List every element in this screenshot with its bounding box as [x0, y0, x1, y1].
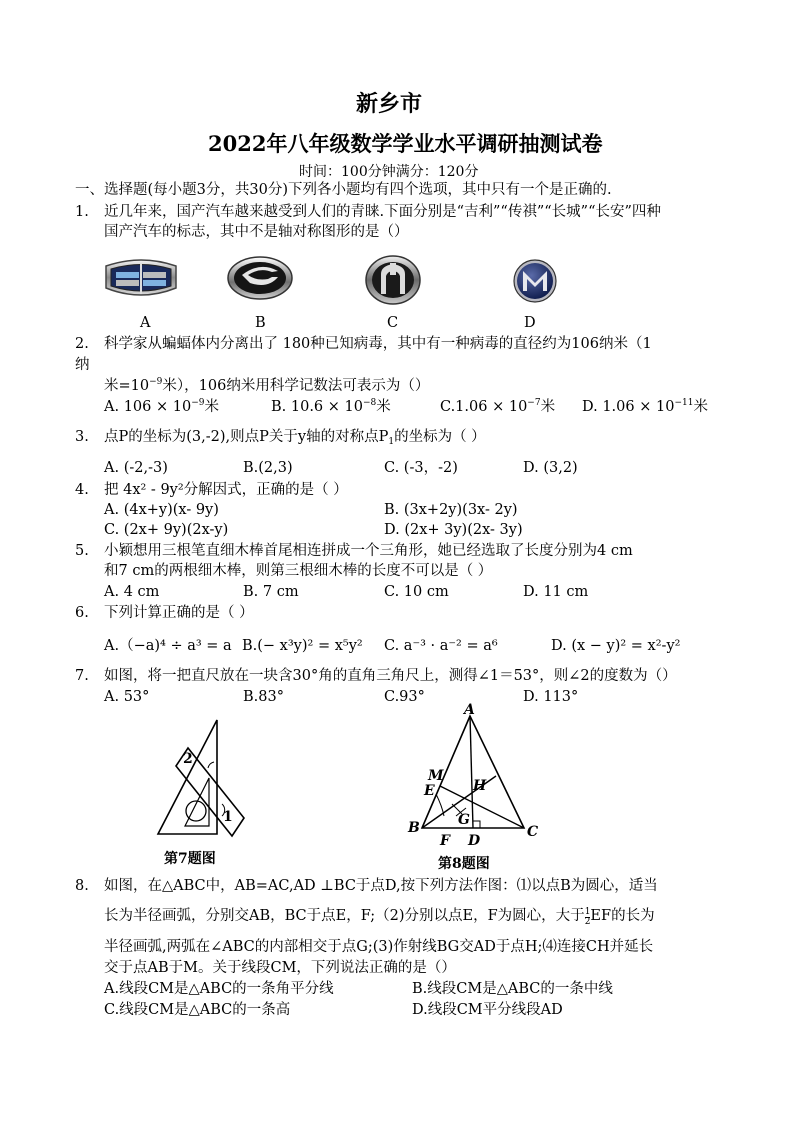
q8-option-a: A.线段CM是△ABC的一条角平分线	[104, 981, 334, 997]
question-number: 2.	[75, 336, 89, 352]
point-a-label: A	[464, 702, 475, 718]
q4-option-c: C. (2x+ 9y)(2x-y)	[104, 522, 229, 538]
question-number: 8.	[75, 878, 89, 894]
q3-stem: 点P的坐标为(3,-2),则点P关于y轴的对称点$P_1$的坐标为（ ）	[104, 429, 486, 447]
geely-logo-icon	[104, 256, 178, 304]
q4-stem: 把 4x² - 9y²分解因式，正确的是（ ）	[104, 482, 348, 498]
q7-option-c: C.93°	[384, 689, 425, 705]
q1-option-b-label: B	[255, 315, 266, 331]
changan-logo-icon	[512, 258, 558, 304]
q5-option-b: B. 7 cm	[243, 584, 299, 600]
q8-stem-line4: 交于点AB于M。关于线段CM，下列说法正确的是（）	[104, 960, 456, 976]
q3-option-d: D. (3,2)	[523, 460, 578, 476]
altitude-ad	[470, 716, 473, 828]
q3-option-a: A. (-2,-3)	[104, 460, 168, 476]
arc-ef	[436, 794, 444, 816]
q2-stem-line1: 科学家从蝙蝠体内分离出了 180种已知病毒，其中有一种病毒的直径约为106纳米（1	[104, 336, 652, 352]
q2-stem-line1b: 纳	[75, 357, 90, 373]
question-number: 3.	[75, 429, 89, 445]
figure-8	[400, 702, 550, 874]
city-title: 新乡市	[356, 91, 423, 117]
great-wall-logo-icon	[364, 254, 422, 306]
point-g-label: G	[458, 812, 470, 828]
q1-stem-line1: 近几年来，国产汽车越来越受到人们的青睐.下面分别是“吉利”“传祺”“长城”“长安”四种	[104, 204, 661, 220]
q3-option-c: C. (-3，-2)	[384, 460, 458, 476]
question-number: 7.	[75, 668, 89, 684]
q4-option-b: B. (3x+2y)(3x- 2y)	[384, 502, 518, 518]
angle-2-label: 2	[183, 751, 193, 767]
q2-option-c: $C.1.06 \times 10^{-7}$米	[440, 398, 556, 415]
point-h-label: H	[473, 778, 487, 794]
q5-stem-line2: 和7 cm的两根细木棒，则第三根细木棒的长度不可以是（ ）	[104, 563, 493, 579]
q6-option-d: D. (x − y)² = x²-y²	[551, 638, 681, 654]
q2-option-b: B. $10.6 \times 10^{-8}$米	[271, 398, 391, 415]
q2-option-a: A. $106 \times 10^{-9}$米	[104, 398, 219, 415]
section-instruction: 一、选择题(每小题3分，共30分)下列各小题均有四个选项，其中只有一个是正确的.	[75, 182, 612, 198]
point-f-label: F	[440, 833, 450, 849]
q8-option-c: C.线段CM是△ABC的一条高	[104, 1002, 291, 1018]
time-info: 时间：100分钟满分：120分	[299, 164, 479, 180]
q7-option-d: D. 113°	[523, 689, 579, 705]
point-d-label: D	[468, 833, 481, 849]
q1-option-d-label: D	[524, 315, 536, 331]
q8-option-d: D.线段CM平分线段AD	[412, 1002, 563, 1018]
q7-option-b: B.83°	[243, 689, 284, 705]
q6-option-c: C. a⁻³ · a⁻² = a⁶	[384, 638, 498, 654]
question-number: 5.	[75, 543, 89, 559]
q5-option-c: C. 10 cm	[384, 584, 449, 600]
q8-stem-line2: 长为半径画弧，分别交AB，BC于点E，F;（2)分别以点E，F为圆心，大于 $\frac{1}{2}$ EF的长为	[104, 907, 655, 927]
point-c-label: C	[527, 824, 539, 840]
q2-stem-line2: 米$=10^{-9}$米），106纳米用科学记数法可表示为（）	[104, 377, 430, 394]
q7-stem: 如图，将一把直尺放在一块含30°角的直角三角尺上，测得∠1＝53°，则∠2的度数为（）	[104, 668, 677, 684]
point-m-label: M	[428, 768, 444, 784]
angle-2-arc	[208, 762, 214, 768]
q5-stem-line1: 小颖想用三根笔直细木棒首尾相连拼成一个三角形，她已经选取了长度分别为4 cm	[104, 543, 633, 559]
figure-7-caption: 第7题图	[164, 851, 216, 867]
q7-option-a: A. 53°	[104, 689, 150, 705]
figure-7	[150, 718, 260, 868]
question-number: 1.	[75, 204, 89, 220]
q6-option-a: A.（−a)⁴ ÷ a³ = a	[104, 638, 232, 654]
gac-logo-icon	[226, 255, 294, 301]
figure-8-caption: 第8题图	[438, 856, 490, 872]
point-b-label: B	[408, 820, 420, 836]
q5-option-a: A. 4 cm	[104, 584, 160, 600]
q8-stem-line1: 如图，在△ABC中，AB=AC,AD ⊥BC于点D,按下列方法作图：⑴以点B为圆心，适当	[104, 878, 658, 894]
q4-option-d: D. (2x+ 3y)(2x- 3y)	[384, 522, 523, 538]
right-angle-mark	[473, 821, 480, 828]
q1-option-c-label: C	[387, 315, 399, 331]
q1-stem-line2: 国产汽车的标志，其中不是轴对称图形的是（）	[104, 224, 409, 240]
q8-stem-line3: 半径画弧,两弧在∠ABC的内部相交于点G;(3)作射线BG交AD于点H;⑷连接CH并延长	[104, 939, 654, 955]
q1-option-a-label: A	[140, 315, 151, 331]
question-number: 6.	[75, 605, 89, 621]
q8-option-b: B.线段CM是△ABC的一条中线	[412, 981, 613, 997]
point-e-label: E	[424, 783, 435, 799]
q2-option-d: D. $1.06 \times 10^{-11}$米	[582, 398, 708, 415]
q6-stem: 下列计算正确的是（ ）	[104, 605, 254, 621]
q4-option-a: A. (4x+y)(x- 9y)	[104, 502, 219, 518]
exam-title: 2022年八年级数学学业水平调研抽测试卷	[208, 131, 603, 156]
q6-option-b: B.(− x³y)² = x⁵y²	[242, 638, 363, 654]
q5-option-d: D. 11 cm	[523, 584, 589, 600]
angle-1-label: 1	[223, 809, 233, 825]
question-number: 4.	[75, 482, 89, 498]
q3-option-b: B.(2,3)	[243, 460, 293, 476]
